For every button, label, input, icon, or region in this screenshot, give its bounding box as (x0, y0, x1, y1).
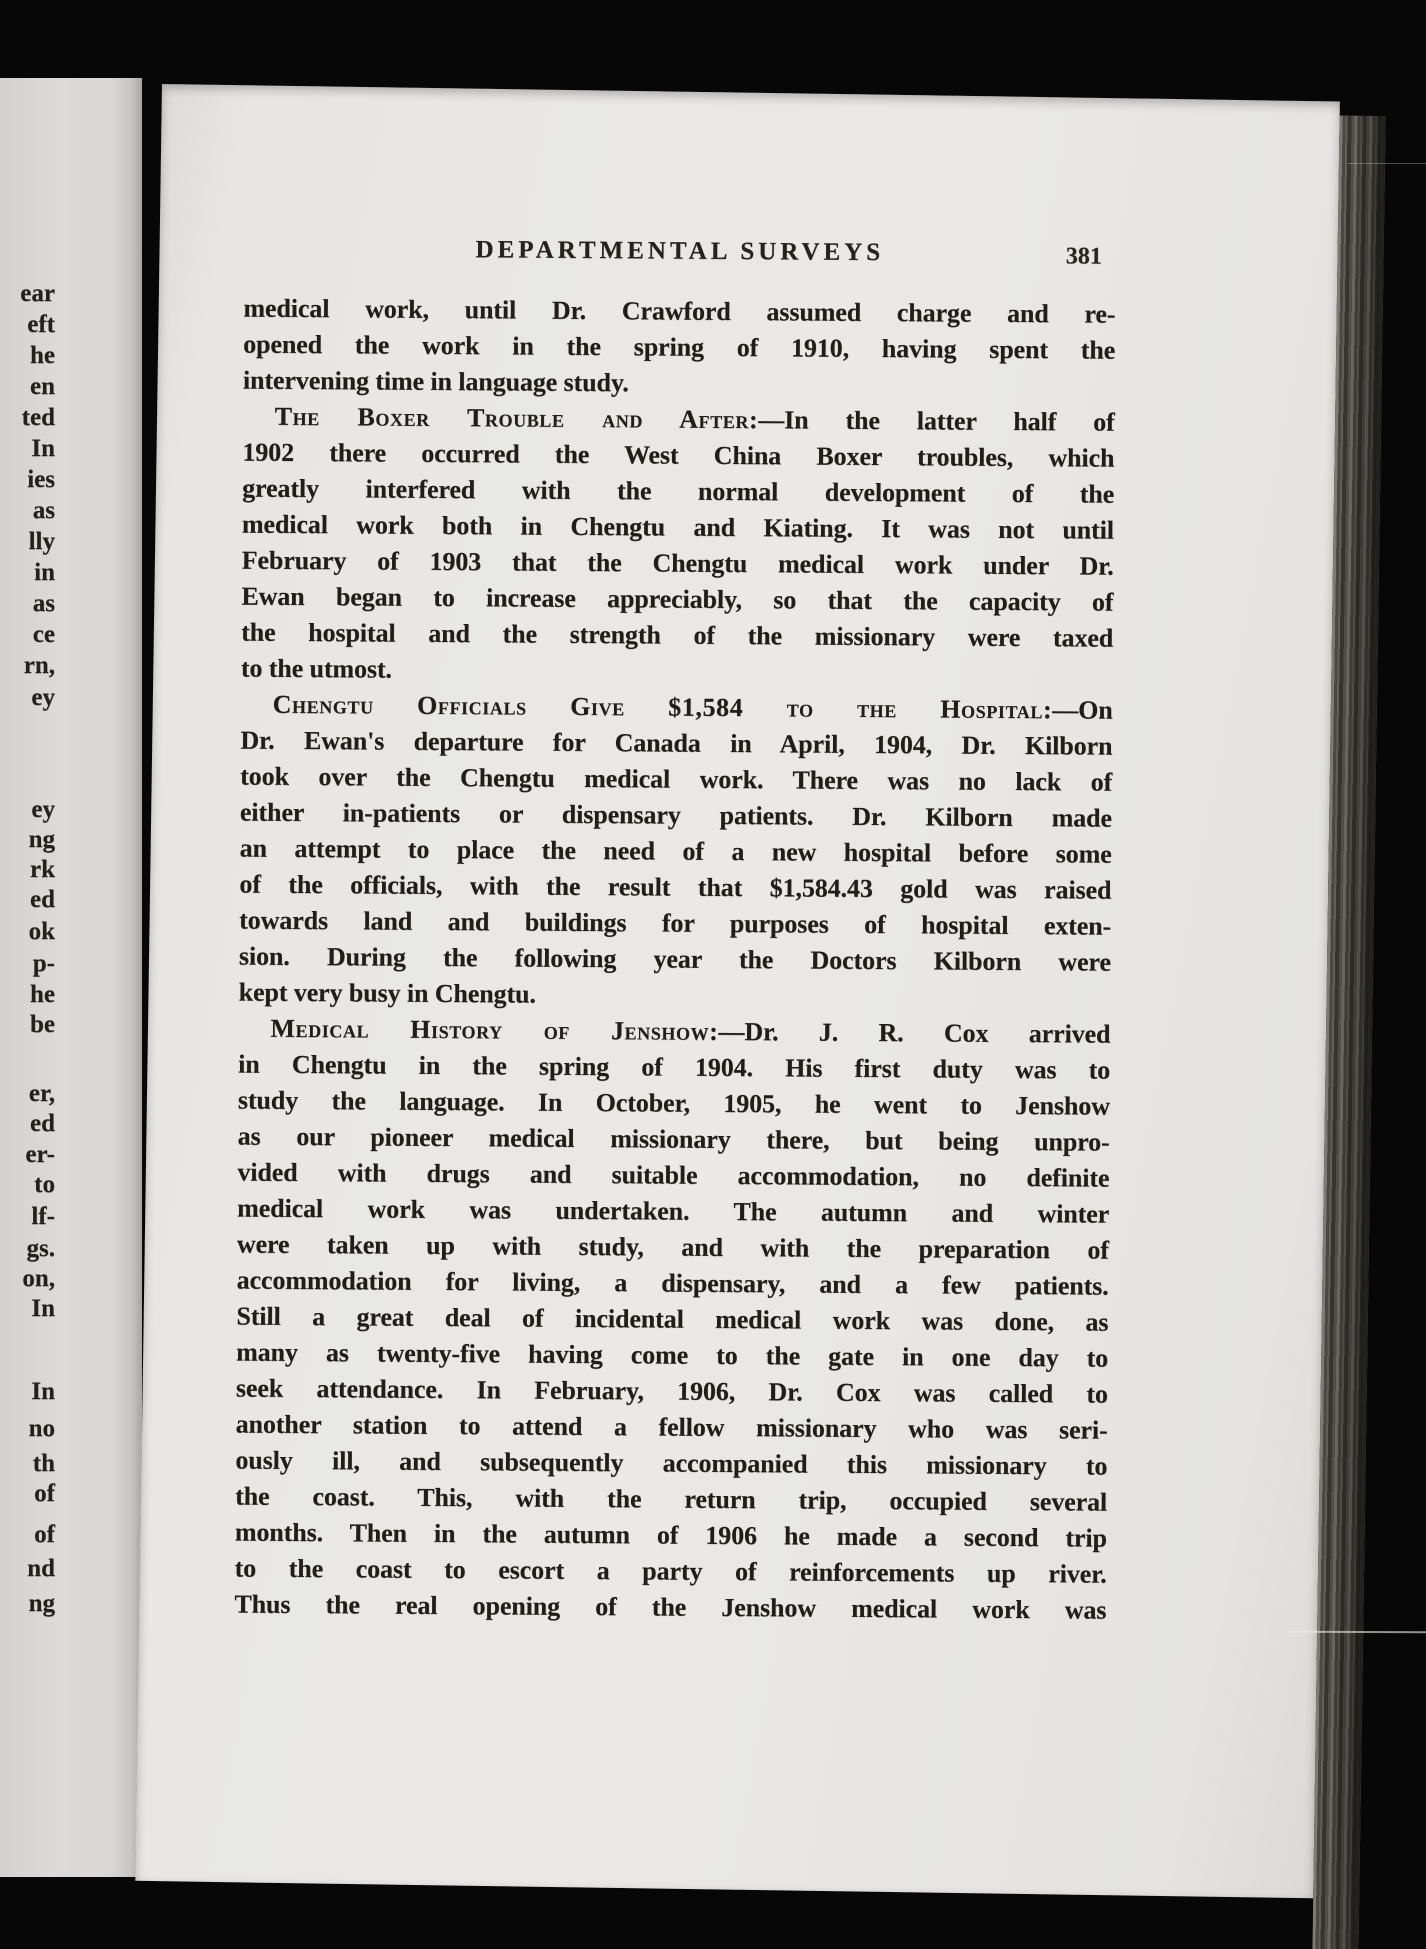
text-line: The Boxer Trouble and After:—In the latter half of (274, 401, 1115, 437)
scratch-artifact-top (1348, 163, 1426, 164)
facing-page-text-fragment: be (30, 1011, 55, 1038)
facing-page-text-fragment: rk (30, 856, 55, 883)
text-line: either in-patients or dispensary patients. Dr. Kilborn made (239, 797, 1112, 833)
facing-page-text-fragment: en (30, 373, 55, 400)
facing-page-edge (0, 78, 142, 1877)
small-caps-heading: Chengtu Officials Give $1,584 to the Hospital: (272, 689, 1053, 725)
facing-page-text-fragment: er, (28, 1080, 55, 1107)
text-line: an attempt to place the need of a new hospital before some (239, 833, 1112, 869)
page-title: DEPARTMENTAL SURVEYS (475, 236, 885, 267)
text-line: greatly interfered with the normal development of the (242, 473, 1115, 509)
facing-page-text-fragment: ng (28, 826, 55, 853)
facing-page-text-fragment: In (31, 1378, 55, 1405)
text-line: many as twenty-five having come to the gate in one day to (236, 1337, 1109, 1373)
text-line: medical work both in Chengtu and Kiating. It was not until (241, 509, 1115, 545)
facing-page-text-fragment: to (34, 1171, 55, 1198)
facing-page-text-fragment: p- (32, 950, 55, 977)
text-line: accommodation for living, a dispensary, and a few patients. (236, 1265, 1109, 1301)
text-line: sion. During the following year the Doctors Kilborn were (238, 941, 1111, 977)
facing-page-text-fragment: nd (27, 1555, 55, 1582)
text-line: as our pioneer medical missionary there, but being unpro- (237, 1121, 1110, 1157)
page-header (244, 235, 1116, 275)
facing-page-text-fragment: er- (25, 1141, 55, 1168)
text-line: Dr. Ewan's departure for Canada in April, 1904, Dr. Kilborn (240, 725, 1113, 761)
facing-page-text-fragment: In (31, 435, 55, 462)
book-page (135, 84, 1340, 1898)
facing-page-text-fragment: as (32, 497, 55, 524)
facing-page-text-fragment: ted (21, 404, 55, 431)
text-line: in Chengtu in the spring of 1904. His first duty was to (238, 1049, 1111, 1085)
page-number: 381 (1065, 243, 1102, 270)
text-line: took over the Chengtu medical work. There was no lack of (240, 761, 1113, 797)
facing-page-text-fragment: he (30, 981, 55, 1008)
facing-page-text-fragment: ey (31, 684, 55, 711)
text-block (234, 291, 1115, 1629)
facing-page-text-fragment: In (31, 1295, 55, 1322)
facing-page-text-fragment: as (32, 590, 55, 617)
facing-page-text-fragment: gs. (26, 1235, 55, 1262)
facing-page-text-fragment: of (34, 1521, 55, 1548)
facing-page-text-fragment: ce (32, 621, 55, 648)
text-line: months. Then in the autumn of 1906 he made a second trip (234, 1517, 1107, 1553)
text-line: study the language. In October, 1905, he went to Jenshow (237, 1085, 1110, 1121)
text-line: opened the work in the spring of 1910, having spent the (243, 329, 1116, 365)
text-line: Thus the real opening of the Jenshow medical work was (234, 1589, 1107, 1625)
facing-page-text-fragment: th (32, 1450, 55, 1477)
text-line: seek attendance. In February, 1906, Dr. Cox was called to (235, 1373, 1108, 1409)
text-line: were taken up with study, and with the preparation of (236, 1229, 1109, 1265)
text-line: Medical History of Jenshow:—Dr. J. R. Cox arrived (270, 1013, 1111, 1049)
text-line: towards land and buildings for purposes of hospital exten- (239, 905, 1112, 941)
facing-page-text-fragment: lly (28, 528, 55, 555)
facing-page-text-fragment: lf- (31, 1203, 55, 1230)
facing-page-text-fragment: ed (30, 886, 55, 913)
facing-page-text-fragment: ed (30, 1110, 55, 1137)
facing-page-text-fragment: he (30, 342, 55, 369)
text-line: ously ill, and subsequently accompanied this missionary to (235, 1445, 1108, 1481)
text-line: the coast. This, with the return trip, occupied several (235, 1481, 1108, 1517)
facing-page-text-fragment: ear (20, 280, 55, 307)
text-line: intervening time in language study. (242, 365, 629, 398)
text-line: to the coast to escort a party of reinforcements up river. (234, 1553, 1107, 1589)
facing-page-text-fragment: ng (28, 1590, 55, 1617)
small-caps-heading: Medical History of Jenshow: (270, 1013, 719, 1046)
facing-page-text-fragment: ies (27, 466, 55, 493)
text-line: of the officials, with the result that $1,584.43 gold was raised (239, 869, 1112, 905)
text-line: 1902 there occurred the West China Boxer troubles, which (242, 437, 1115, 473)
facing-page-text-fragment: in (34, 559, 55, 586)
facing-page-text-fragment: no (28, 1415, 55, 1442)
text-line: February of 1903 that the Chengtu medical work under Dr. (241, 545, 1114, 581)
page-content (149, 84, 1340, 1889)
text-line: Chengtu Officials Give $1,584 to the Hospital:—On (272, 689, 1113, 725)
text-line: medical work was undertaken. The autumn and winter (237, 1193, 1110, 1229)
text-line: Still a great deal of incidental medical work was done, as (236, 1301, 1109, 1337)
small-caps-heading: The Boxer Trouble and After: (274, 401, 759, 435)
facing-page-text-fragment: ey (31, 796, 55, 823)
text-line: the hospital and the strength of the missionary were taxed (241, 617, 1114, 653)
facing-page-text-fragment: ok (28, 918, 55, 945)
text-line: kept very busy in Chengtu. (238, 977, 536, 1009)
facing-page-text-fragment: rn, (23, 652, 55, 679)
text-line: another station to attend a fellow missionary who was seri- (235, 1409, 1108, 1445)
facing-page-text-fragment: on, (22, 1265, 55, 1292)
text-line: vided with drugs and suitable accommodation, no definite (237, 1157, 1110, 1193)
facing-page-text-fragment: eft (27, 311, 55, 338)
facing-page-text-fragment: of (34, 1480, 55, 1507)
text-line: Ewan began to increase appreciably, so that the capacity of (241, 581, 1114, 617)
text-line: to the utmost. (240, 653, 393, 684)
text-line: medical work, until Dr. Crawford assumed charge and re- (243, 293, 1116, 329)
